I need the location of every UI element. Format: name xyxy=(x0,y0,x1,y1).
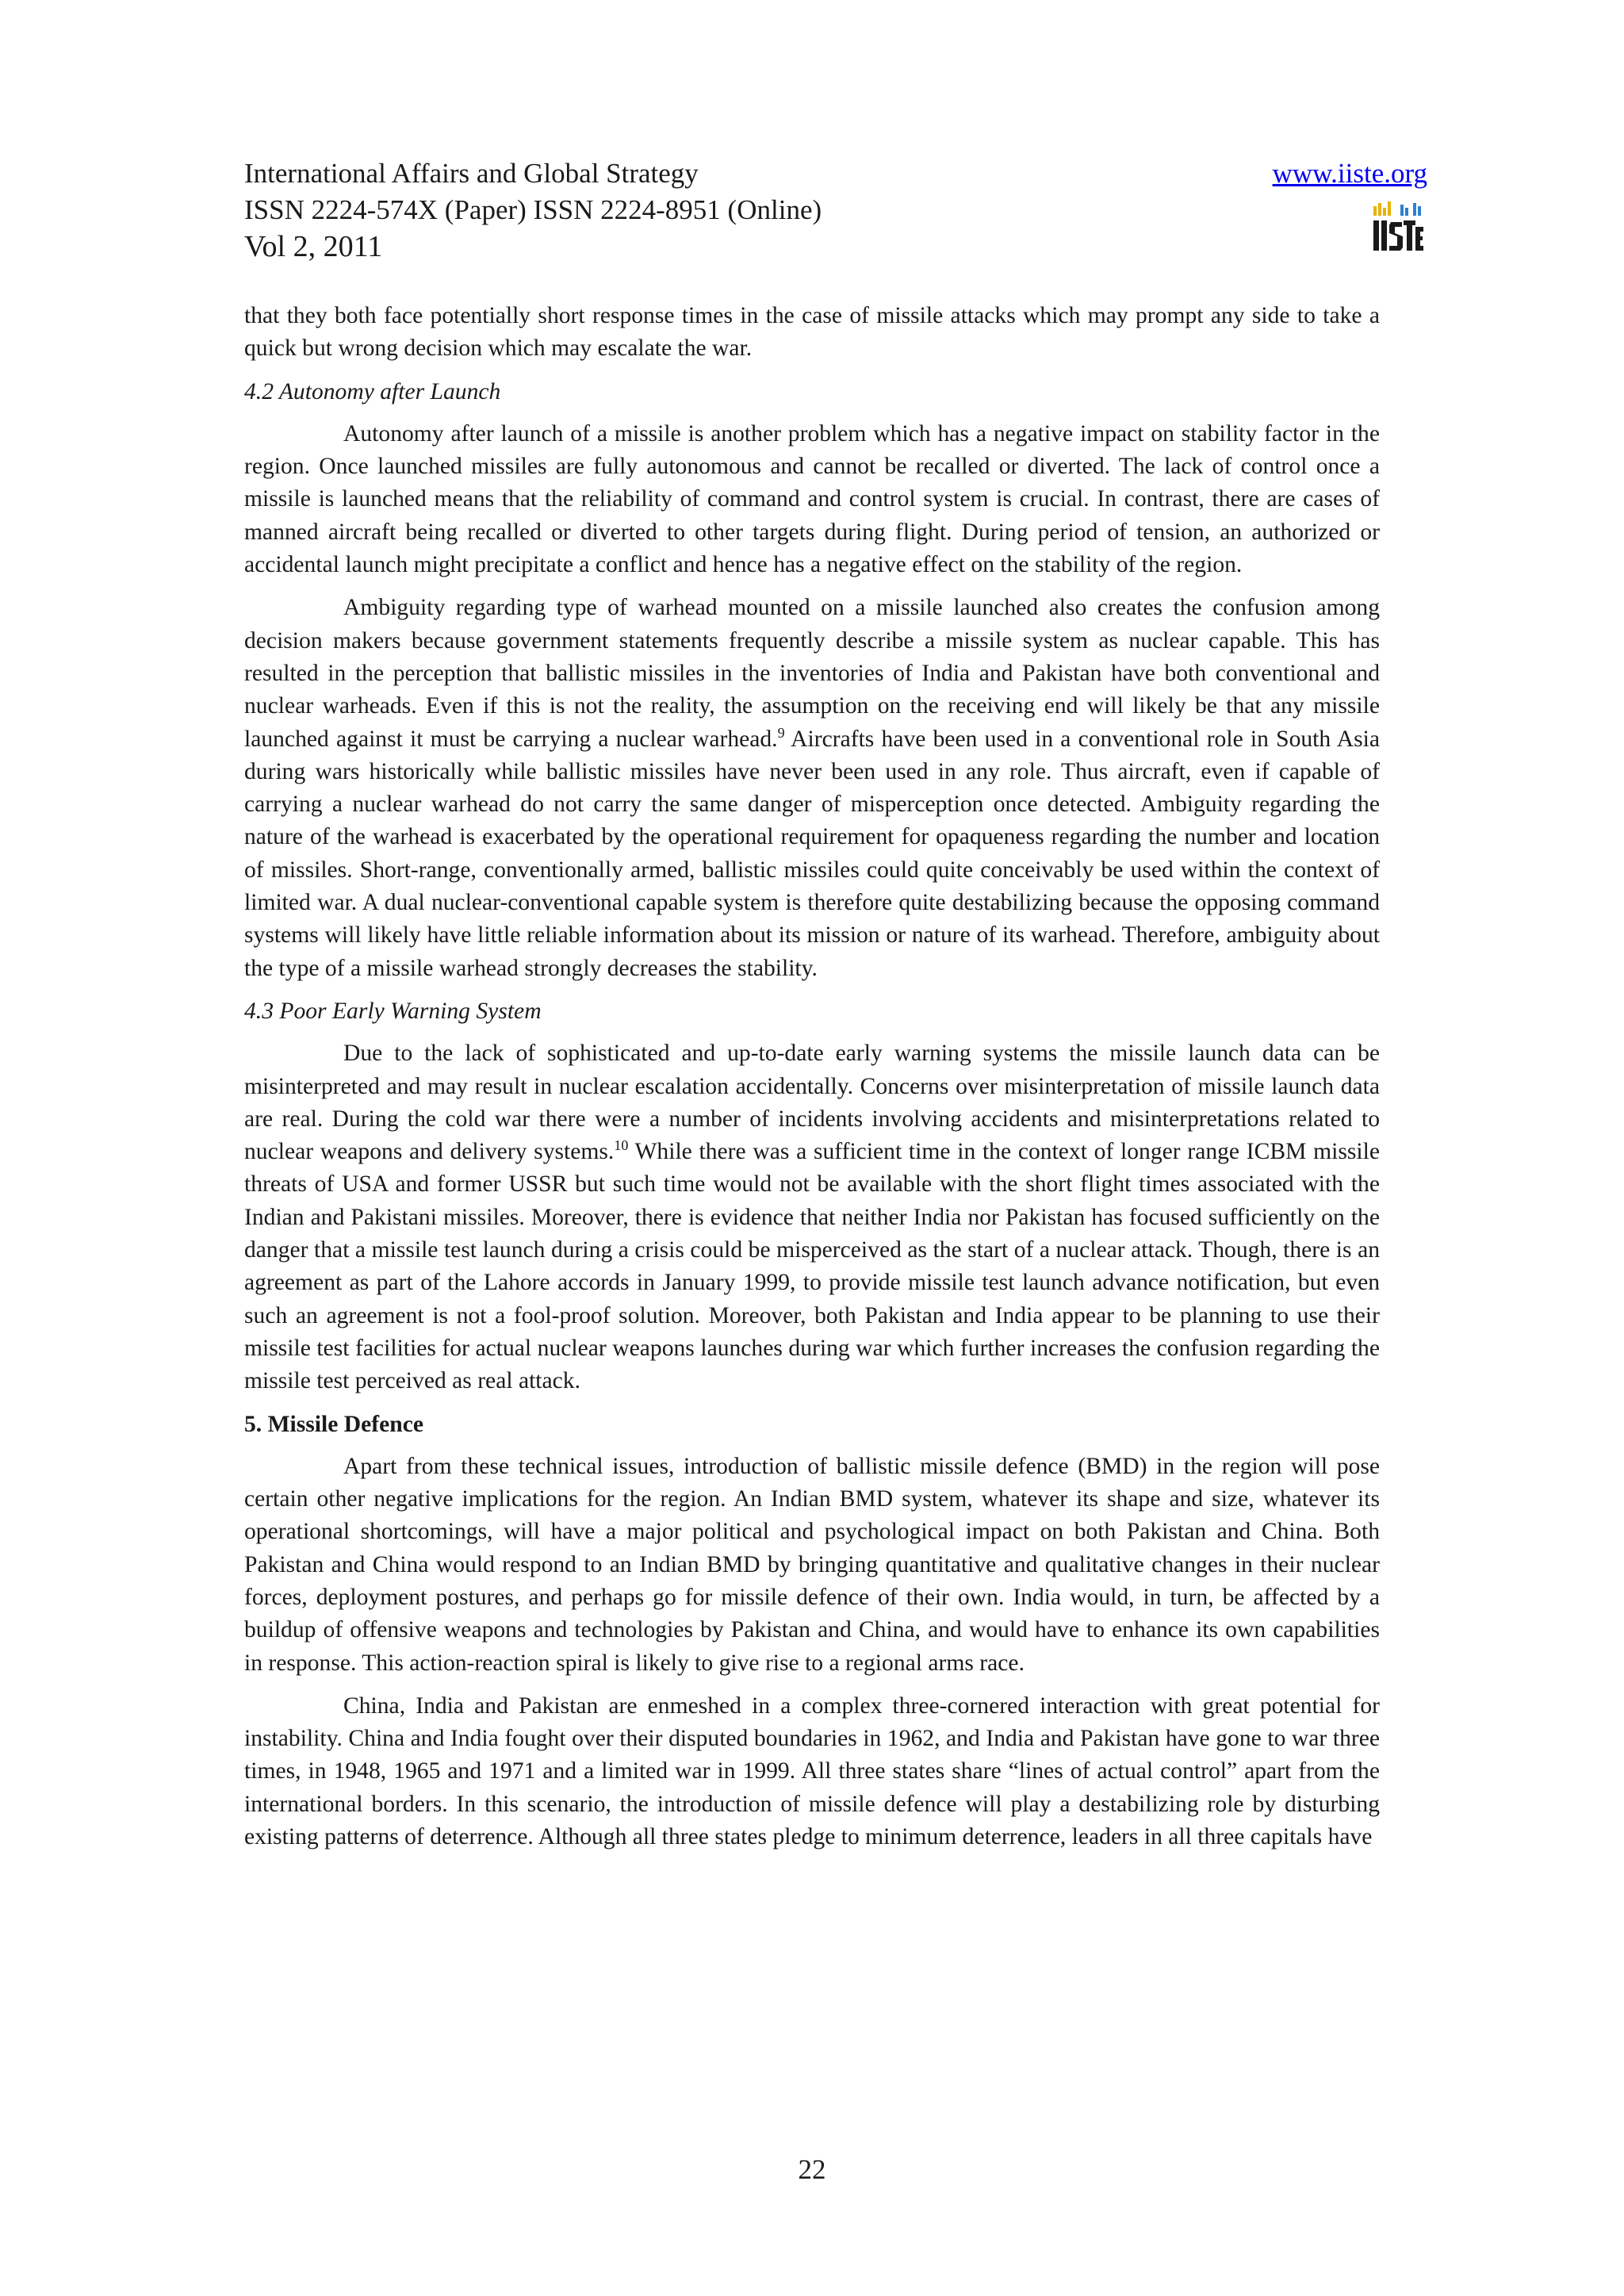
paragraph-china: China, India and Pakistan are enmeshed in a complex three-cornered interaction with great potential for instability. China and India fought over their disputed boundaries in 1962, and India and Pakistan have gone to war three times, in 1948, 1965 and 1971 and a limited war in 1999. All three states share “lines of actual control” apart from the international borders. In this scenario, the introduction of missile defence will play a destabilizing role by disturbing existing patterns of deterrence. Although all three states pledge to minimum deterrence, leaders in all three capitals have xyxy=(244,1692,1380,1850)
heading-4-3: 4.3 Poor Early Warning System xyxy=(244,998,542,1024)
website-link[interactable]: www.iiste.org xyxy=(1272,158,1427,189)
paragraph-intro: that they both face potentially short response times in the case of missile attacks which may prompt any side to take a quick but wrong decision which may escalate the war. xyxy=(244,303,1380,362)
heading-5: 5. Missile Defence xyxy=(244,1411,423,1437)
page-header xyxy=(244,155,1427,263)
journal-title: International Affairs and Global Strategy xyxy=(244,158,699,189)
paragraph-ambiguity-text-b: Aircrafts have been used in a conventional role in South Asia during wars historically while ballistic missiles have never been used in any role. Thus aircraft, even if capable of carrying a nuclear warhead do not carry the same danger of misperception once detected. Ambiguity regarding the nature of the warhead is exacerbated by the operational requirement for opaqueness regarding the number and location of missiles. Short-range, conventionally armed, ballistic missiles could quite conceivably be used within the context of limited war. A dual nuclear-conventional capable system is therefore quite destabilizing because the opposing command systems will likely have little reliable information about its mission or nature of its warhead. Therefore, ambiguity about the type of a missile warhead strongly decreases the stability. xyxy=(244,726,1380,981)
paragraph-warning xyxy=(244,1037,1380,1397)
paragraph-ambiguity-text-a: Ambiguity regarding type of warhead mounted on a missile launched also creates the confusion among decision makers because government statements frequently describe a missile system as nuclear capable. This has resulted in the perception that ballistic missiles in the inventories of India and Pakistan have both conventional and nuclear warheads. Even if this is not the reality, the assumption on the receiving end will likely be that any missile launched against it must be carrying a nuclear warhead. xyxy=(244,595,1380,752)
footnote-ref-10[interactable]: 10 xyxy=(614,1137,629,1154)
logo-bars-icon xyxy=(1373,201,1421,216)
journal-site xyxy=(1273,155,1427,192)
volume-line: Vol 2, 2011 xyxy=(244,230,383,263)
paragraph-warning-text-a: Due to the lack of sophisticated and up-to-date early warning systems the missile launch data can be misinterpreted and may result in nuclear escalation accidentally. Concerns over misinterpretation of missile launch data are real. During the cold war there were a number of incidents involving accidents and misinterpretations related to nuclear weapons and delivery systems. xyxy=(244,1041,1380,1165)
article-body xyxy=(244,300,1380,1864)
paragraph-ambiguity xyxy=(244,592,1380,985)
iiste-logo xyxy=(1370,200,1426,255)
paragraph-autonomy: Autonomy after launch of a missile is another problem which has a negative impact on stability factor in the region. Once launched missiles are fully autonomous and cannot be recalled or diverted. The lack of control once a missile is launched means that the reliability of command and control system is crucial. In contrast, there are cases of manned aircraft being recalled or diverted to other targets during flight. During period of tension, an authorized or accidental launch might precipitate a conflict and hence has a negative effect on the stability of the region. xyxy=(244,420,1380,578)
footnote-ref-9[interactable]: 9 xyxy=(777,724,785,741)
journal-info xyxy=(244,155,822,265)
paragraph-defence: Apart from these technical issues, introduction of ballistic missile defence (BMD) in the region will pose certain other negative implications for the region. An Indian BMD system, whatever its shape and size, whatever its operational shortcomings, will have a major political and psychological impact on both Pakistan and China. Both Pakistan and China would respond to an Indian BMD by bringing quantitative and qualitative changes in their nuclear forces, deployment postures, and perhaps go for missile defence of their own. India would, in turn, be affected by a buildup of offensive weapons and technologies by Pakistan and China, and would have to enhance its own capabilities in response. This action-reaction spiral is likely to give rise to a regional arms race. xyxy=(244,1453,1380,1676)
issn-line: ISSN 2224-574X (Paper) ISSN 2224-8951 (Online) xyxy=(244,194,822,225)
page-number: 22 xyxy=(798,2154,826,2185)
heading-4-2: 4.2 Autonomy after Launch xyxy=(244,378,501,404)
logo-wordmark xyxy=(1373,220,1423,251)
paragraph-warning-text-b: While there was a sufficient time in the context of longer range ICBM missile threats of USA and former USSR but such time would not be available with the short flight times associated with the Indian and Pakistani missiles. Moreover, there is evidence that neither India nor Pakistan has focused sufficiently on the danger that a missile test launch during a crisis could be misperceived as the start of a nuclear attack. Though, there is an agreement as part of the Lahore accords in January 1999, to provide missile test launch advance notification, but even such an agreement is not a fool-proof solution. Moreover, both Pakistan and India appear to be planning to use their missile test facilities for actual nuclear weapons launches during war which further increases the confusion regarding the missile test perceived as real attack. xyxy=(244,1139,1380,1394)
